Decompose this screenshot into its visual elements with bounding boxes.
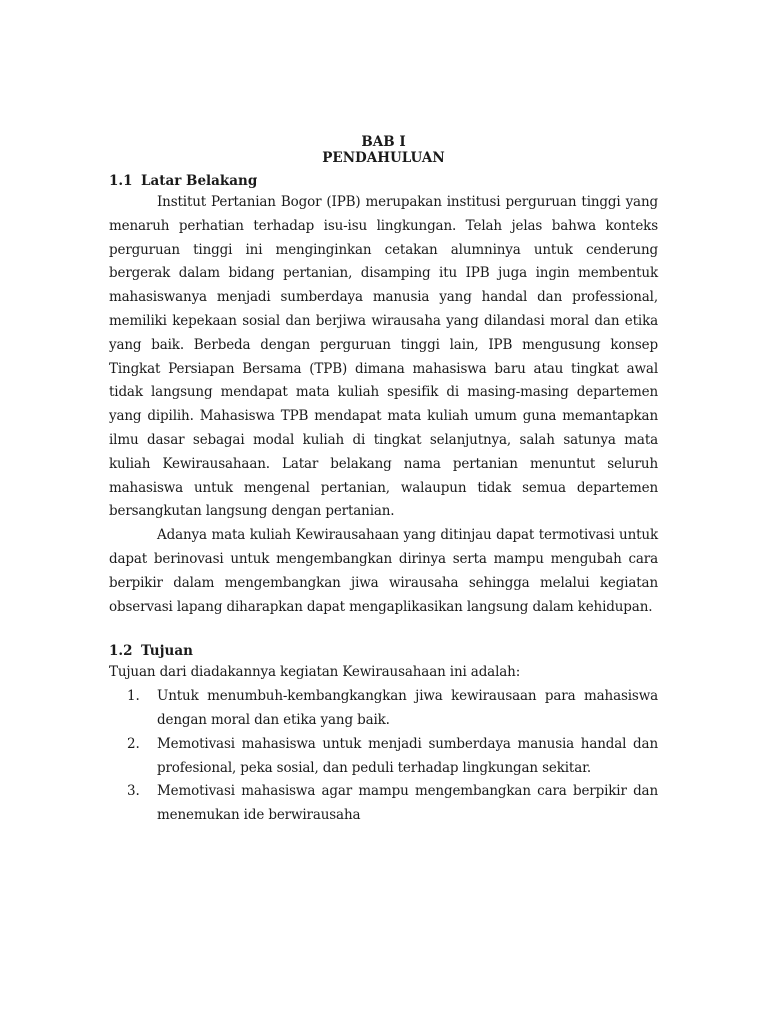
list-item-text: Memotivasi mahasiswa agar mampu mengembangkan cara berpikir dan menemukan ide berwirausaha <box>157 783 658 824</box>
objectives-list <box>109 685 658 828</box>
paragraph: Institut Pertanian Bogor (IPB) merupakan institusi perguruan tinggi yang menaruh perhatian terhadap isu-isu lingkungan. Telah jelas bahwa konteks perguruan tinggi ini menginginkan cetakan alumninya untuk cenderung bergerak dalam bidang pertanian, disamping itu IPB juga ingin membentuk mahasiswanya menjadi sumberdaya manusia yang handal dan professional, memiliki kepekaan sosial dan berjiwa wirausaha yang dilandasi moral dan etika yang baik. Berbeda dengan perguruan tinggi lain, IPB mengusung konsep Tingkat Persiapan Bersama (TPB) dimana mahasiswa baru atau tingkat awal tidak langsung mendapat mata kuliah spesifik di masing-masing departemen yang dipilih. Mahasiswa TPB mendapat mata kuliah umum guna memantapkan ilmu dasar sebagai modal kuliah di tingkat selanjutnya, salah satunya mata kuliah Kewirausahaan. Latar belakang nama pertanian menuntut seluruh mahasiswa untuk mengenal pertanian, walaupun tidak semua departemen bersangkutan langsung dengan pertanian. <box>109 194 658 520</box>
list-marker: 2. <box>127 735 140 752</box>
section-title: Tujuan <box>141 643 193 660</box>
section-number: 1.1 <box>109 173 133 189</box>
list-item-text: Memotivasi mahasiswa untuk menjadi sumberdaya manusia handal dan profesional, peka sosial, dan peduli terhadap lingkungan sekitar. <box>157 735 658 776</box>
section-number: 1.2 <box>109 643 133 660</box>
section-heading-latar-belakang <box>109 171 658 191</box>
section-title: Latar Belakang <box>141 173 258 189</box>
list-item-text: Untuk menumbuh-kembangkangkan jiwa kewirausaan para mahasiswa dengan moral dan etika yang baik. <box>157 688 658 728</box>
chapter-number: BAB I <box>361 134 406 150</box>
list-item <box>109 685 658 733</box>
list-marker: 3. <box>127 783 140 800</box>
chapter-title: PENDAHULUAN <box>322 150 445 166</box>
list-marker: 1. <box>127 688 140 705</box>
section-intro: Tujuan dari diadakannya kegiatan Kewirausahaan ini adalah: <box>109 664 521 681</box>
list-item <box>109 780 658 828</box>
paragraph: Adanya mata kuliah Kewirausahaan yang ditinjau dapat termotivasi untuk dapat berinovasi untuk mengembangkan dirinya serta mampu mengubah cara berpikir dalam mengembangkan jiwa wirausaha sehingga melalui kegiatan observasi lapang diharapkan dapat mengaplikasikan langsung dalam kehidupan. <box>109 527 658 615</box>
list-item <box>109 733 658 781</box>
section-heading-tujuan <box>109 641 658 661</box>
